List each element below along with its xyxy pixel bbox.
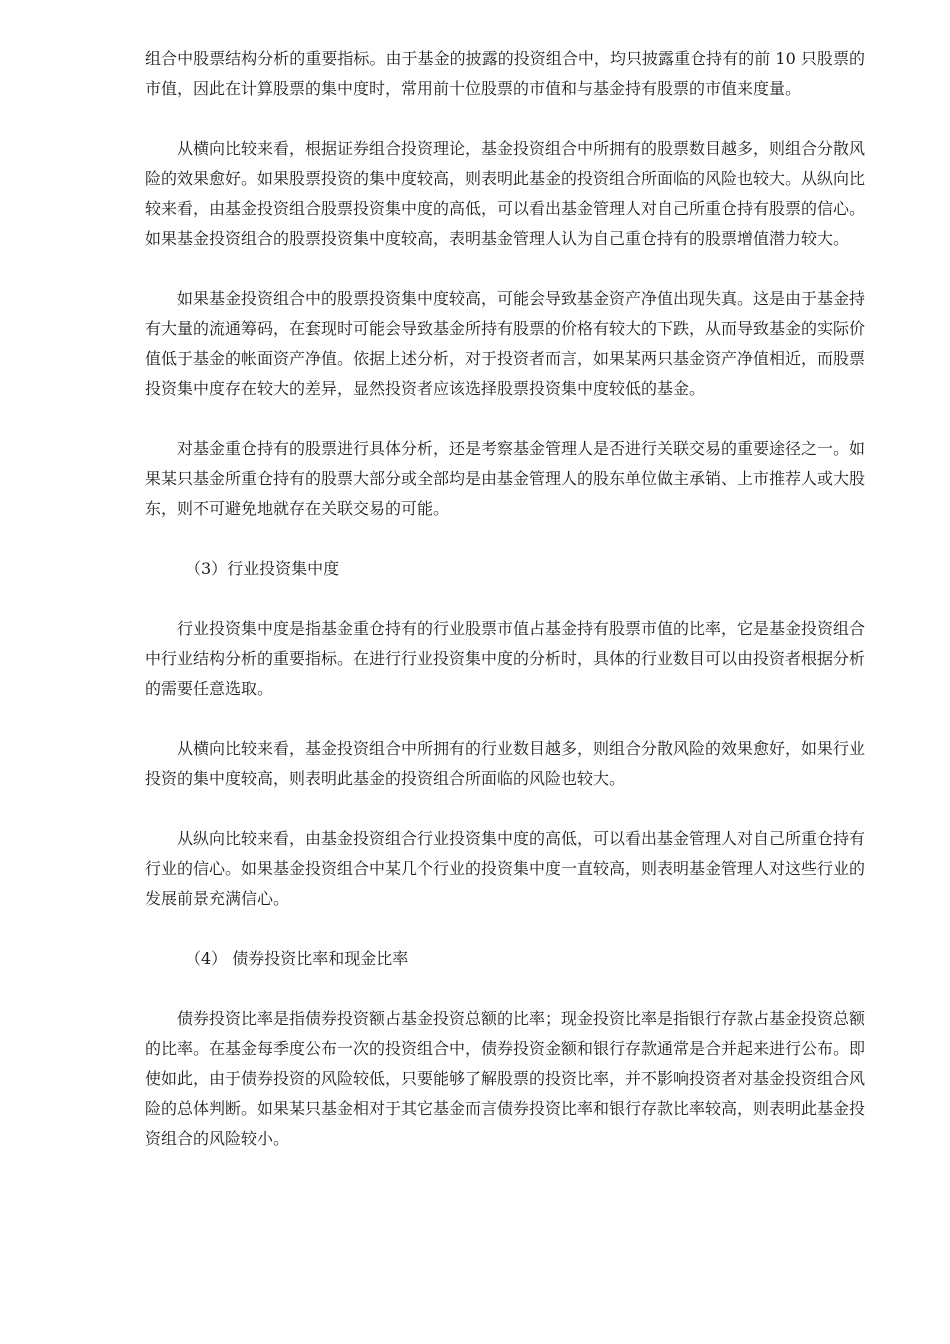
paragraph-industry-horizontal: 从横向比较来看，基金投资组合中所拥有的行业数目越多，则组合分散风险的效果愈好，如果行业投资的集中度较高，则表明此基金的投资组合所面临的风险也较大。 bbox=[145, 739, 866, 788]
document-page bbox=[145, 44, 865, 1154]
section-heading-bond-cash-ratio: （4） 债券投资比率和现金比率 bbox=[185, 949, 409, 968]
paragraph-horizontal-vertical-comparison: 从横向比较来看，根据证券组合投资理论，基金投资组合中所拥有的股票数目越多，则组合分散风险的效果愈好。如果股票投资的集中度较高，则表明此基金的投资组合所面临的风险也较大。从纵向比较来看，由基金投资组合股票投资集中度的高低，可以看出基金管理人对自己所重仓持有股票的信心。如果基金投资组合的股票投资集中度较高，表明基金管理人认为自己重仓持有的股票增值潜力较大。 bbox=[145, 139, 866, 248]
paragraph-net-value-distortion: 如果基金投资组合中的股票投资集中度较高，可能会导致基金资产净值出现失真。这是由于基金持有大量的流通筹码，在套现时可能会导致基金所持有股票的价格有较大的下跌，从而导致基金的实际价值低于基金的帐面资产净值。依据上述分析，对于投资者而言，如果某两只基金资产净值相近，而股票投资集中度存在较大的差异，显然投资者应该选择股票投资集中度较低的基金。 bbox=[145, 289, 866, 398]
section-heading-industry-concentration: （3）行业投资集中度 bbox=[185, 559, 340, 578]
paragraph-stock-concentration-continued: 组合中股票结构分析的重要指标。由于基金的披露的投资组合中，均只披露重仓持有的前 10 只股票的市值，因此在计算股票的集中度时，常用前十位股票的市值和与基金持有股票的市值来度量。 bbox=[145, 49, 865, 98]
paragraph-industry-definition: 行业投资集中度是指基金重仓持有的行业股票市值占基金持有股票市值的比率，它是基金投资组合中行业结构分析的重要指标。在进行行业投资集中度的分析时，具体的行业数目可以由投资者根据分析的需要任意选取。 bbox=[145, 619, 866, 698]
paragraph-related-transactions: 对基金重仓持有的股票进行具体分析，还是考察基金管理人是否进行关联交易的重要途径之一。如果某只基金所重仓持有的股票大部分或全部均是由基金管理人的股东单位做主承销、上市推荐人或大股东，则不可避免地就存在关联交易的可能。 bbox=[145, 439, 866, 518]
paragraph-bond-cash-definition: 债券投资比率是指债券投资额占基金投资总额的比率；现金投资比率是指银行存款占基金投资总额的比率。在基金每季度公布一次的投资组合中，债券投资金额和银行存款通常是合并起来进行公布。即使如此，由于债券投资的风险较低，只要能够了解股票的投资比率，并不影响投资者对基金投资组合风险的总体判断。如果某只基金相对于其它基金而言债券投资比率和银行存款比率较高，则表明此基金投资组合的风险较小。 bbox=[145, 1009, 866, 1148]
paragraph-industry-vertical: 从纵向比较来看，由基金投资组合行业投资集中度的高低，可以看出基金管理人对自己所重仓持有行业的信心。如果基金投资组合中某几个行业的投资集中度一直较高，则表明基金管理人对这些行业的发展前景充满信心。 bbox=[145, 829, 866, 908]
